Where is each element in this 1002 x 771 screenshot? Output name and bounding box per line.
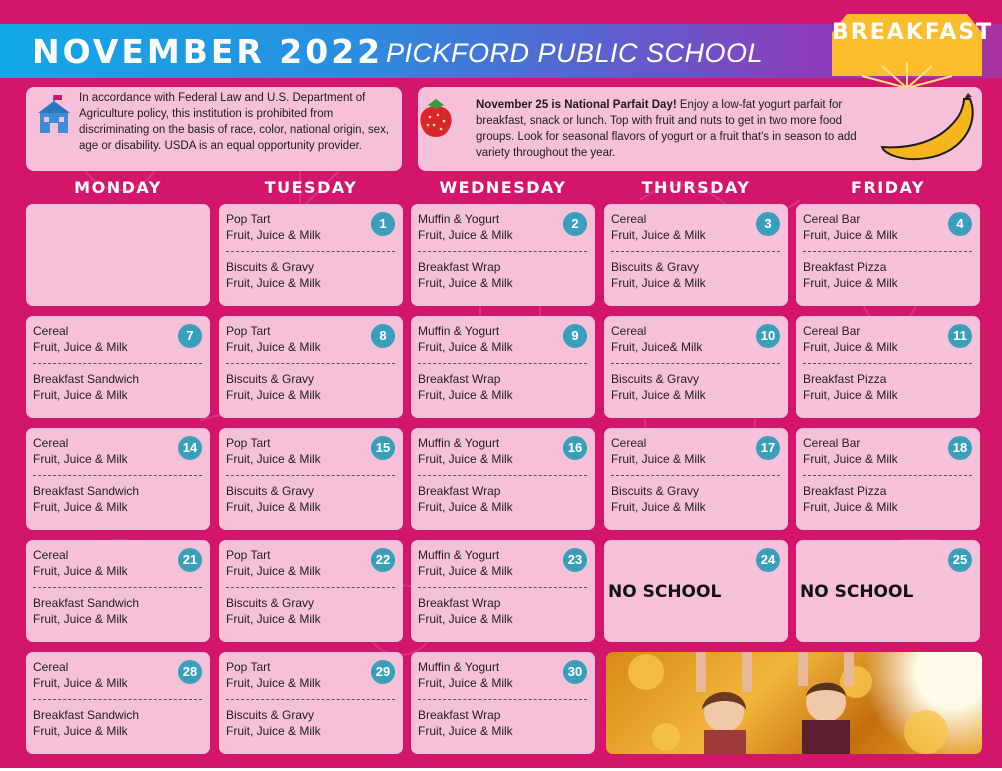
day-number: 4 <box>948 212 972 236</box>
day-cell-23 <box>411 540 595 642</box>
option-1-main: Cereal <box>611 436 647 450</box>
option-2-main: Breakfast Wrap <box>418 260 501 274</box>
option-2-sides: Fruit, Juice & Milk <box>803 500 898 514</box>
option-1-sides: Fruit, Juice & Milk <box>226 676 321 690</box>
option-1-main: Cereal <box>611 212 647 226</box>
usda-statement: In accordance with Federal Law and U.S. Department of Agriculture policy, this institution is prohibited from discriminating on the basis of race, color, national origin, sex, age or disability. USDA is an equal opportunity provider. <box>79 92 390 152</box>
option-2-main: Breakfast Wrap <box>418 596 501 610</box>
option-2-sides: Fruit, Juice & Milk <box>611 500 706 514</box>
option-1-sides: Fruit, Juice & Milk <box>611 228 706 242</box>
menu-divider <box>418 587 587 588</box>
option-1-main: Muffin & Yogurt <box>418 324 500 338</box>
option-2-main: Biscuits & Gravy <box>226 596 315 610</box>
option-1-main: Pop Tart <box>226 548 271 562</box>
day-cell-18 <box>796 428 980 530</box>
menu-option-1 <box>418 211 513 243</box>
option-1-main: Pop Tart <box>226 212 271 226</box>
option-2-sides: Fruit, Juice & Milk <box>226 388 321 402</box>
option-1-sides: Fruit, Juice & Milk <box>418 676 513 690</box>
day-number: 11 <box>948 324 972 348</box>
menu-divider <box>611 475 780 476</box>
day-cell-22 <box>219 540 403 642</box>
day-number: 17 <box>756 436 780 460</box>
menu-divider <box>33 363 202 364</box>
option-1-sides: Fruit, Juice & Milk <box>226 228 321 242</box>
menu-option-1 <box>226 659 321 691</box>
option-2-main: Biscuits & Gravy <box>611 484 700 498</box>
option-2-main: Breakfast Sandwich <box>33 484 140 498</box>
dayhead-wednesday: WEDNESDAY <box>439 178 567 197</box>
option-2-sides: Fruit, Juice & Milk <box>418 276 513 290</box>
option-2-sides: Fruit, Juice & Milk <box>418 724 513 738</box>
option-2-main: Breakfast Sandwich <box>33 372 140 386</box>
breakfast-badge-label: BREAKFAST <box>832 20 994 45</box>
day-cell-9 <box>411 316 595 418</box>
menu-divider <box>33 475 202 476</box>
children-photo <box>606 652 982 754</box>
day-number: 2 <box>563 212 587 236</box>
day-number: 22 <box>371 548 395 572</box>
option-1-sides: Fruit, Juice & Milk <box>33 452 128 466</box>
option-2-main: Breakfast Pizza <box>803 260 887 274</box>
usda-notice <box>26 87 402 171</box>
menu-option-2 <box>33 483 139 515</box>
menu-divider <box>226 363 395 364</box>
menu-divider <box>611 363 780 364</box>
menu-option-2 <box>418 595 513 627</box>
menu-option-2 <box>418 259 513 291</box>
day-cell-29 <box>219 652 403 754</box>
menu-option-1 <box>611 211 706 243</box>
day-number: 16 <box>563 436 587 460</box>
menu-divider <box>803 251 972 252</box>
menu-option-1 <box>418 547 513 579</box>
day-number: 1 <box>371 212 395 236</box>
option-2-main: Biscuits & Gravy <box>226 260 315 274</box>
day-cell-24 <box>604 540 788 642</box>
option-2-sides: Fruit, Juice & Milk <box>611 276 706 290</box>
menu-option-2 <box>611 483 706 515</box>
menu-option-1 <box>611 435 706 467</box>
option-2-sides: Fruit, Juice & Milk <box>33 724 128 738</box>
day-cell-16 <box>411 428 595 530</box>
menu-divider <box>226 475 395 476</box>
option-1-sides: Fruit, Juice & Milk <box>33 340 128 354</box>
menu-option-2 <box>33 595 139 627</box>
option-1-sides: Fruit, Juice & Milk <box>418 564 513 578</box>
day-number: 24 <box>756 548 780 572</box>
month-title: NOVEMBER 2022 <box>32 32 384 71</box>
option-2-main: Breakfast Wrap <box>418 372 501 386</box>
menu-option-2 <box>418 707 513 739</box>
option-2-main: Biscuits & Gravy <box>226 484 315 498</box>
dayhead-friday: FRIDAY <box>851 178 925 197</box>
no-school-label: NO SCHOOL <box>800 582 914 602</box>
menu-divider <box>803 363 972 364</box>
option-1-sides: Fruit, Juice & Milk <box>803 452 898 466</box>
day-cell-25 <box>796 540 980 642</box>
option-1-sides: Fruit, Juice & Milk <box>226 564 321 578</box>
menu-option-1 <box>418 659 513 691</box>
day-number: 3 <box>756 212 780 236</box>
option-2-main: Breakfast Wrap <box>418 708 501 722</box>
option-2-main: Breakfast Pizza <box>803 484 887 498</box>
option-2-main: Biscuits & Gravy <box>226 708 315 722</box>
option-2-sides: Fruit, Juice & Milk <box>33 500 128 514</box>
banana-icon <box>878 93 982 165</box>
option-1-main: Cereal Bar <box>803 436 861 450</box>
day-number: 18 <box>948 436 972 460</box>
option-1-sides: Fruit, Juice & Milk <box>226 340 321 354</box>
day-number: 7 <box>178 324 202 348</box>
day-cell-28 <box>26 652 210 754</box>
menu-divider <box>33 587 202 588</box>
menu-option-1 <box>33 323 128 355</box>
menu-divider <box>611 251 780 252</box>
menu-option-2 <box>611 259 706 291</box>
option-1-main: Muffin & Yogurt <box>418 436 500 450</box>
option-2-sides: Fruit, Juice & Milk <box>418 612 513 626</box>
menu-option-2 <box>418 483 513 515</box>
option-2-sides: Fruit, Juice & Milk <box>226 500 321 514</box>
day-cell-4 <box>796 204 980 306</box>
parfait-body: Enjoy a low-fat yogurt parfait for breakfast, snack or lunch. Top with fruit and nuts to get in two more food groups. Look for seasonal flavors of yogurt or a fruit that's in season to add variety throughout the year. <box>476 99 857 159</box>
school-building-icon <box>36 95 72 137</box>
option-1-main: Pop Tart <box>226 436 271 450</box>
option-1-sides: Fruit, Juice & Milk <box>611 452 706 466</box>
menu-option-2 <box>803 371 898 403</box>
option-1-main: Cereal <box>33 548 69 562</box>
menu-divider <box>418 251 587 252</box>
day-cell-14 <box>26 428 210 530</box>
menu-option-1 <box>33 659 128 691</box>
option-2-sides: Fruit, Juice & Milk <box>226 276 321 290</box>
menu-option-2 <box>803 483 898 515</box>
no-school-label: NO SCHOOL <box>608 582 722 602</box>
menu-option-1 <box>33 547 128 579</box>
option-2-sides: Fruit, Juice & Milk <box>33 388 128 402</box>
option-2-sides: Fruit, Juice & Milk <box>418 388 513 402</box>
parfait-text <box>476 97 876 161</box>
day-number: 14 <box>178 436 202 460</box>
option-1-main: Muffin & Yogurt <box>418 548 500 562</box>
option-2-main: Breakfast Sandwich <box>33 708 140 722</box>
option-2-sides: Fruit, Juice & Milk <box>226 612 321 626</box>
menu-divider <box>418 363 587 364</box>
menu-option-1 <box>803 323 898 355</box>
option-2-main: Biscuits & Gravy <box>226 372 315 386</box>
strawberry-icon <box>416 95 456 141</box>
option-1-sides: Fruit, Juice& Milk <box>611 340 703 354</box>
day-cell-3 <box>604 204 788 306</box>
menu-divider <box>33 699 202 700</box>
option-2-main: Breakfast Pizza <box>803 372 887 386</box>
menu-option-2 <box>226 483 321 515</box>
option-1-sides: Fruit, Juice & Milk <box>33 564 128 578</box>
day-number: 9 <box>563 324 587 348</box>
menu-option-1 <box>418 435 513 467</box>
dayhead-monday: MONDAY <box>74 178 162 197</box>
option-1-main: Cereal <box>33 436 69 450</box>
day-number: 25 <box>948 548 972 572</box>
menu-option-1 <box>803 435 898 467</box>
option-1-sides: Fruit, Juice & Milk <box>418 228 513 242</box>
option-2-sides: Fruit, Juice & Milk <box>803 388 898 402</box>
menu-option-2 <box>33 371 139 403</box>
menu-option-2 <box>226 371 321 403</box>
option-2-sides: Fruit, Juice & Milk <box>33 612 128 626</box>
day-cell-15 <box>219 428 403 530</box>
option-2-main: Breakfast Wrap <box>418 484 501 498</box>
menu-divider <box>803 475 972 476</box>
menu-option-2 <box>226 595 321 627</box>
option-1-sides: Fruit, Juice & Milk <box>33 676 128 690</box>
option-1-main: Pop Tart <box>226 324 271 338</box>
menu-divider <box>418 699 587 700</box>
menu-divider <box>418 475 587 476</box>
dayhead-tuesday: TUESDAY <box>264 178 358 197</box>
menu-option-1 <box>226 547 321 579</box>
option-2-sides: Fruit, Juice & Milk <box>611 388 706 402</box>
sunrise-icon <box>832 48 982 88</box>
option-2-sides: Fruit, Juice & Milk <box>226 724 321 738</box>
day-number: 23 <box>563 548 587 572</box>
menu-option-2 <box>33 707 139 739</box>
dayhead-thursday: THURSDAY <box>641 178 751 197</box>
menu-option-2 <box>418 371 513 403</box>
menu-divider <box>226 699 395 700</box>
menu-option-1 <box>226 435 321 467</box>
day-cell-30 <box>411 652 595 754</box>
option-1-sides: Fruit, Juice & Milk <box>418 340 513 354</box>
day-number: 28 <box>178 660 202 684</box>
menu-option-1 <box>803 211 898 243</box>
option-1-main: Cereal Bar <box>803 324 861 338</box>
option-2-main: Biscuits & Gravy <box>611 372 700 386</box>
menu-option-1 <box>611 323 702 355</box>
option-1-main: Muffin & Yogurt <box>418 660 500 674</box>
menu-option-2 <box>611 371 706 403</box>
day-cell-1 <box>219 204 403 306</box>
option-1-sides: Fruit, Juice & Milk <box>226 452 321 466</box>
option-1-sides: Fruit, Juice & Milk <box>803 340 898 354</box>
children-photo-art <box>606 652 982 754</box>
option-2-sides: Fruit, Juice & Milk <box>418 500 513 514</box>
day-cell-21 <box>26 540 210 642</box>
menu-option-2 <box>226 259 321 291</box>
day-cell-17 <box>604 428 788 530</box>
day-cell-2 <box>411 204 595 306</box>
menu-divider <box>226 251 395 252</box>
day-number: 8 <box>371 324 395 348</box>
option-2-sides: Fruit, Juice & Milk <box>803 276 898 290</box>
day-cell-empty <box>26 204 210 306</box>
menu-option-1 <box>33 435 128 467</box>
day-cell-11 <box>796 316 980 418</box>
menu-option-2 <box>226 707 321 739</box>
day-number: 15 <box>371 436 395 460</box>
option-1-main: Cereal <box>33 660 69 674</box>
school-name: PICKFORD PUBLIC SCHOOL <box>386 38 764 68</box>
day-number: 29 <box>371 660 395 684</box>
menu-divider <box>226 587 395 588</box>
day-number: 10 <box>756 324 780 348</box>
option-1-main: Cereal <box>33 324 69 338</box>
option-1-sides: Fruit, Juice & Milk <box>803 228 898 242</box>
option-1-sides: Fruit, Juice & Milk <box>418 452 513 466</box>
parfait-headline: November 25 is National Parfait Day! <box>476 99 677 111</box>
menu-option-2 <box>803 259 898 291</box>
menu-option-1 <box>226 323 321 355</box>
option-2-main: Biscuits & Gravy <box>611 260 700 274</box>
day-number: 30 <box>563 660 587 684</box>
menu-option-1 <box>226 211 321 243</box>
option-1-main: Cereal Bar <box>803 212 861 226</box>
day-cell-7 <box>26 316 210 418</box>
day-number: 21 <box>178 548 202 572</box>
option-1-main: Cereal <box>611 324 647 338</box>
option-2-main: Breakfast Sandwich <box>33 596 140 610</box>
option-1-main: Muffin & Yogurt <box>418 212 500 226</box>
menu-option-1 <box>418 323 513 355</box>
parfait-notice <box>418 87 982 171</box>
day-cell-10 <box>604 316 788 418</box>
day-cell-8 <box>219 316 403 418</box>
option-1-main: Pop Tart <box>226 660 271 674</box>
